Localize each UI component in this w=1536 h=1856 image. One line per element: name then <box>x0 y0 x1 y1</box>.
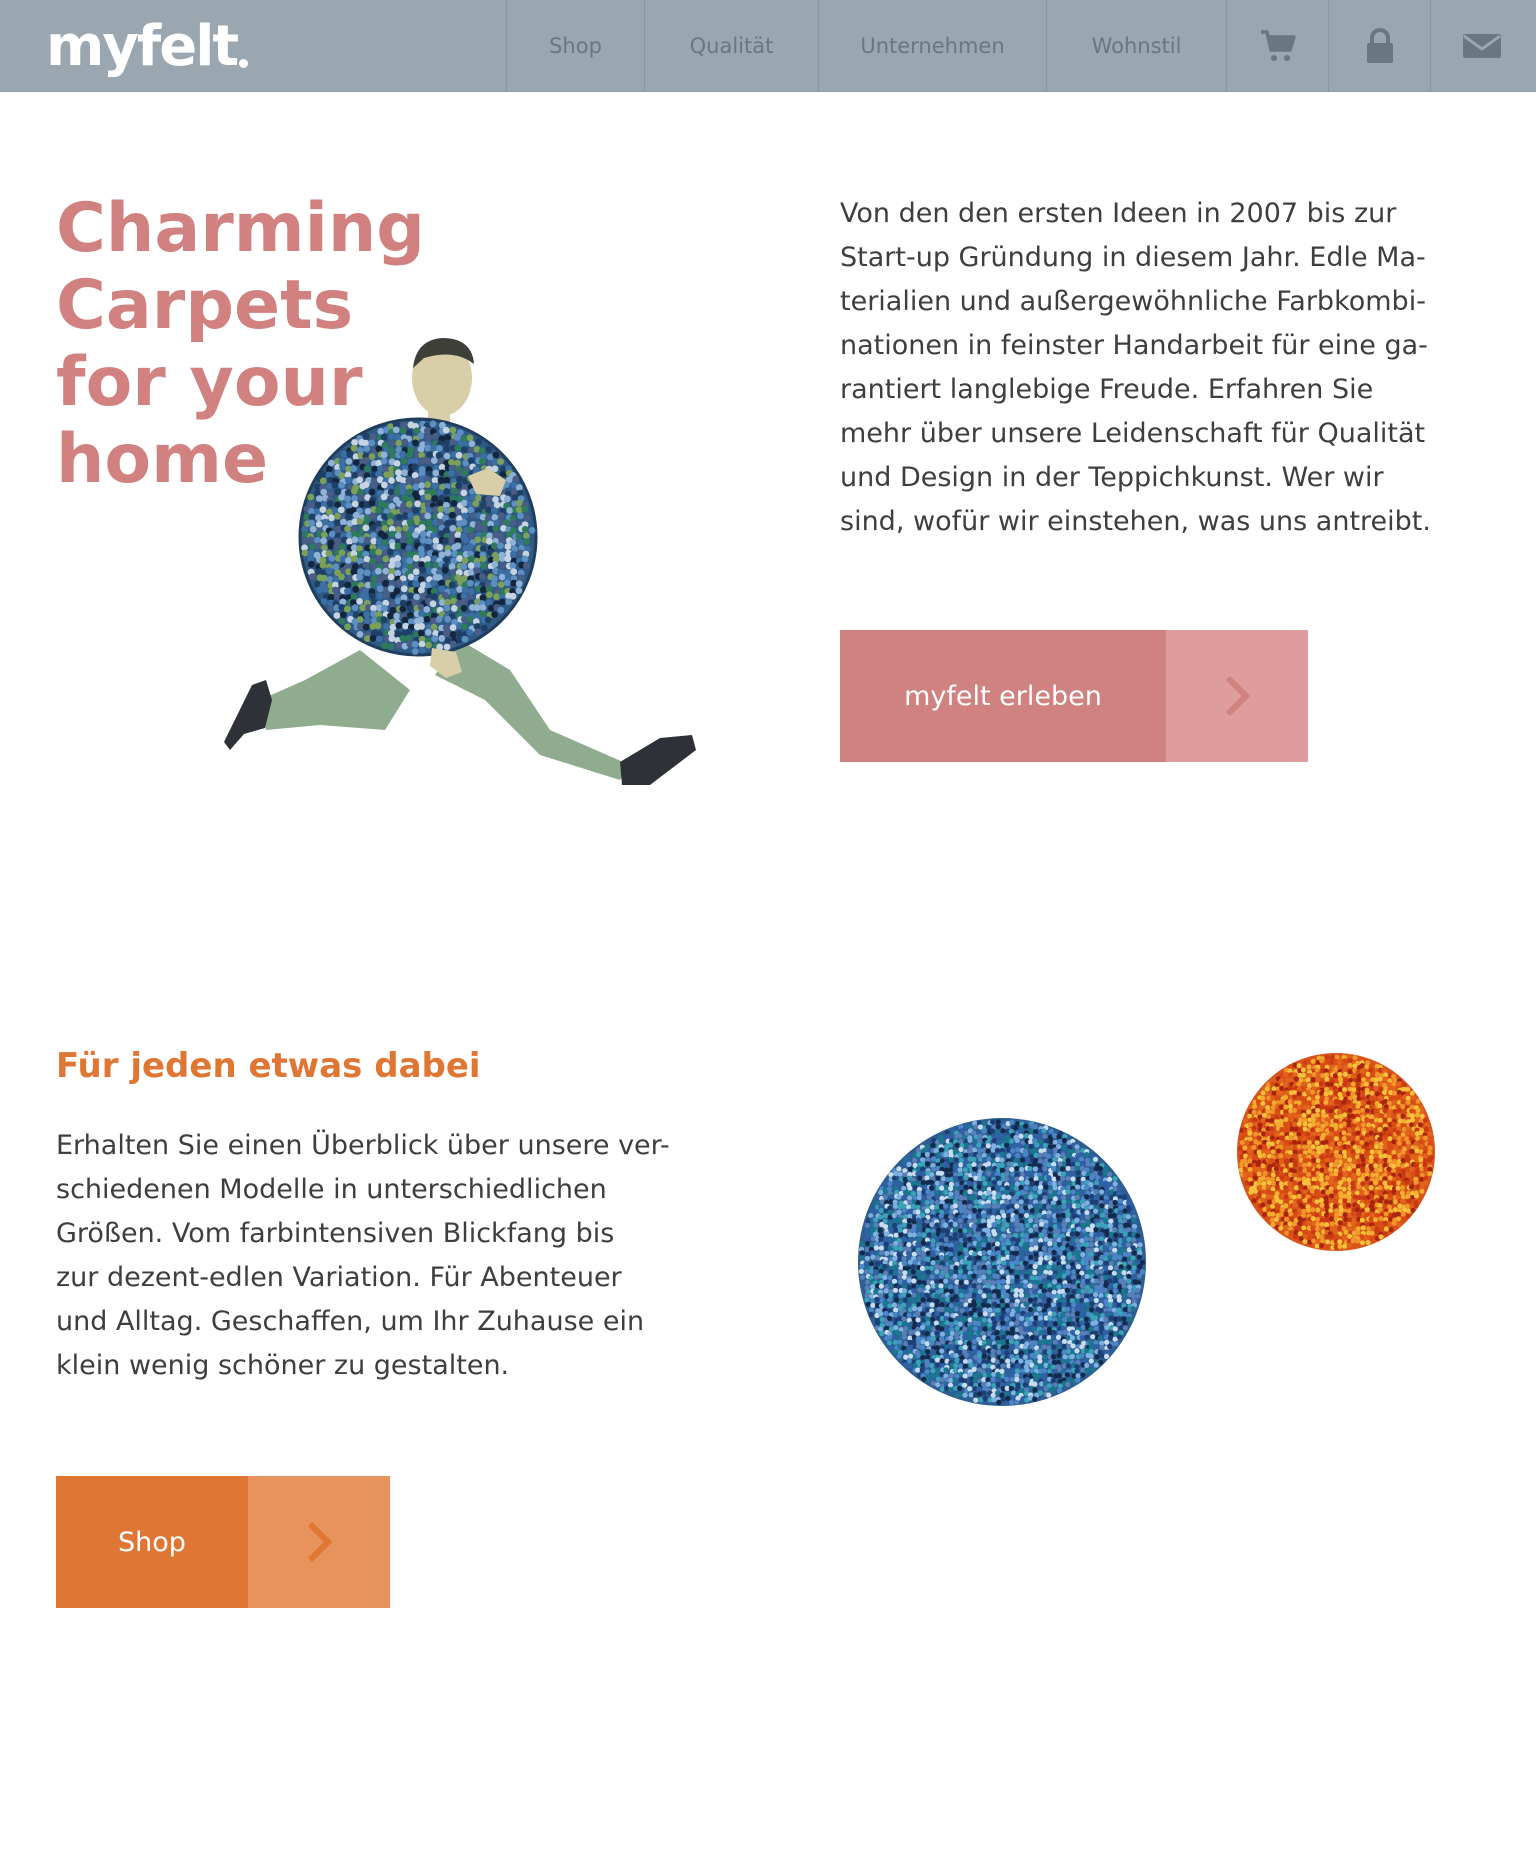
section-description <box>56 1124 756 1388</box>
nav-item-label: Shop <box>549 34 602 58</box>
shop-button[interactable] <box>56 1476 390 1608</box>
section-text-line: Erhalten Sie einen Überblick über unsere ver- <box>56 1130 670 1161</box>
hero-text-line: nationen in feinster Handarbeit für eine ga- <box>840 330 1428 361</box>
rug-image-blue <box>856 1116 1148 1408</box>
hero-illustration-man-with-rug <box>210 330 710 810</box>
rug-image-orange <box>1236 1052 1436 1252</box>
logo[interactable] <box>46 6 248 86</box>
nav-item-qualitaet[interactable] <box>644 0 818 92</box>
hero-text-line: und Design in der Teppichkunst. Wer wir <box>840 462 1384 493</box>
hero-text-line: rantiert langlebige Freude. Erfahren Sie <box>840 374 1374 405</box>
hero-title-line: Charming <box>56 189 425 268</box>
section-text-line: Größen. Vom farbintensiven Blickfang bis <box>56 1218 615 1249</box>
hero-title-line: home <box>56 420 269 499</box>
hero-title-line: for your <box>56 343 363 422</box>
hero-text-line: terialien und außergewöhnliche Farbkombi- <box>840 286 1426 317</box>
myfelt-erleben-button[interactable] <box>840 630 1308 762</box>
chevron-right-icon <box>304 1520 334 1564</box>
section-text-line: zur dezent-edlen Variation. Für Abenteuer <box>56 1262 622 1293</box>
nav-item-label: Unternehmen <box>860 34 1005 58</box>
section-text-line: und Alltag. Geschaffen, um Ihr Zuhause ein <box>56 1306 645 1337</box>
main-nav <box>506 0 1532 92</box>
hero-text-line: Von den den ersten Ideen in 2007 bis zur <box>840 198 1397 229</box>
login-button[interactable] <box>1328 0 1430 92</box>
hero-description <box>840 192 1500 544</box>
hero-text-line: sind, wofür wir einstehen, was uns antreibt. <box>840 506 1431 537</box>
cta-arrow-box <box>248 1476 390 1608</box>
nav-item-label: Qualität <box>689 34 774 58</box>
nav-item-shop[interactable] <box>506 0 644 92</box>
section-title: Für jeden etwas dabei <box>56 1046 481 1086</box>
nav-item-wohnstil[interactable] <box>1046 0 1226 92</box>
cart-icon <box>1259 28 1297 64</box>
cta-arrow-box <box>1166 630 1308 762</box>
logo-text: myfelt <box>46 13 238 79</box>
nav-item-label: Wohnstil <box>1091 34 1182 58</box>
lock-icon <box>1365 27 1395 65</box>
section-text-line: schiedenen Modelle in unterschiedlichen <box>56 1174 607 1205</box>
chevron-right-icon <box>1222 674 1252 718</box>
hero-title-line: Carpets <box>56 266 354 345</box>
hero-text-line: Start-up Gründung in diesem Jahr. Edle Ma- <box>840 242 1426 273</box>
cta-label: Shop <box>56 1476 248 1608</box>
cta-label: myfelt erleben <box>840 630 1166 762</box>
hero-text-line: mehr über unsere Leidenschaft für Qualität <box>840 418 1426 449</box>
site-header <box>0 0 1536 92</box>
section-text-line: klein wenig schöner zu gestalten. <box>56 1350 510 1381</box>
contact-button[interactable] <box>1430 0 1532 92</box>
cart-button[interactable] <box>1226 0 1328 92</box>
nav-item-unternehmen[interactable] <box>818 0 1046 92</box>
logo-dot <box>239 59 248 68</box>
mail-icon <box>1462 32 1502 60</box>
